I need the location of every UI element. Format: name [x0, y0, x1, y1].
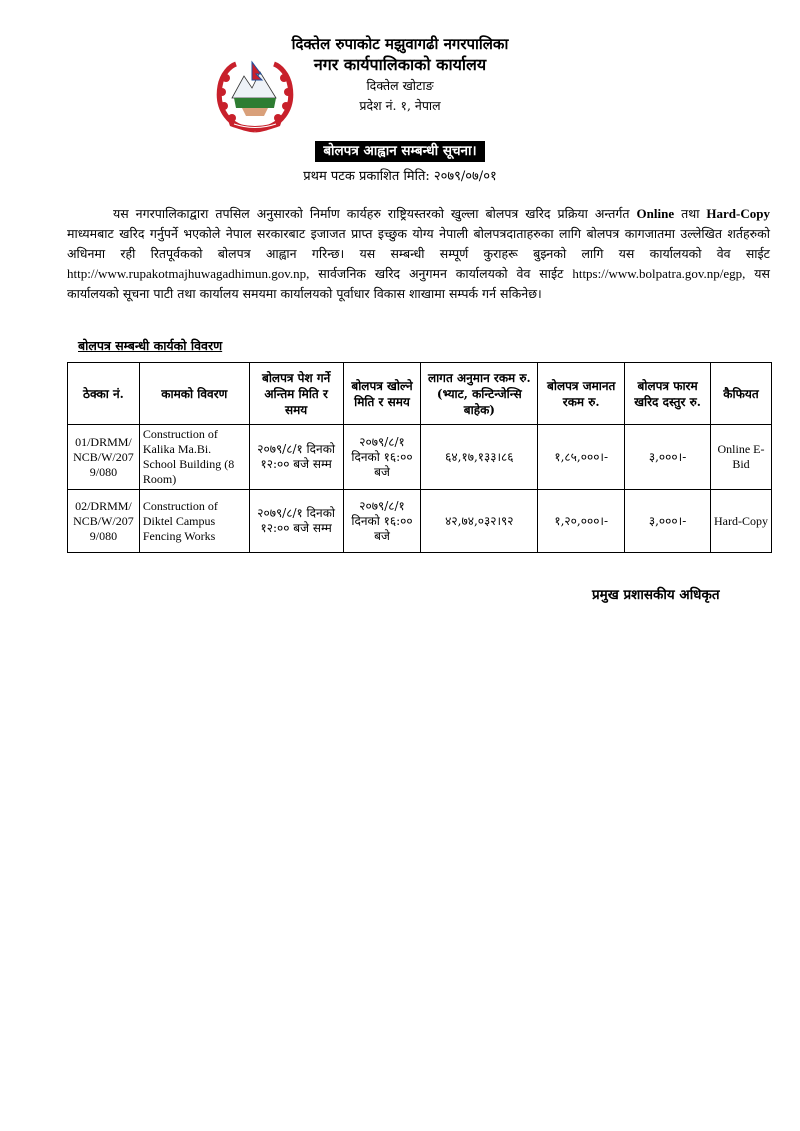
notice-title: बोलपत्र आह्वान सम्बन्धी सूचना। — [315, 141, 484, 162]
work-description: Construction of Diktel Campus Fencing Works — [139, 490, 249, 553]
bolpatra-website-link[interactable]: https://www.bolpatra.gov.np/egp, — [572, 266, 746, 281]
form-fee: ३,०००।- — [625, 425, 711, 490]
body-text-part: तथा — [681, 206, 700, 221]
form-fee: ३,०००।- — [625, 490, 711, 553]
submission-deadline: २०७९/८/१ दिनको १२:०० बजे सम्म — [249, 425, 343, 490]
col-header-contract-no: ठेक्का नं. — [68, 363, 140, 425]
body-text-part: माध्यमबाट खरिद गर्नुपर्ने भएकोले नेपाल सरकारबाट इजाजत प्राप्त इच्छुक योग्य नेपाली बोलपत्रदाताहरुका लागि बोलपत्र कागजातमा उल्लेखित शर्तहरुको अधिनमा रही रितपूर्वकको बोलपत्र आह्वान गरिन्छ। यस सम्बन्धी सम्पूर्ण कुराहरू बुझ्नको लागि यस कार्यालयको वेव साईट — [67, 226, 770, 261]
contract-no: 01/DRMM/NCB/W/2079/080 — [68, 425, 140, 490]
nepal-emblem-icon — [214, 58, 296, 134]
hardcopy-label: Hard-Copy — [706, 206, 770, 221]
letterhead — [0, 34, 800, 116]
opening-time: २०७९/८/१ दिनको १६:०० बजे — [343, 490, 421, 553]
remarks: Hard-Copy — [711, 490, 772, 553]
municipality-name: दिक्तेल रुपाकोट मझुवागढी नगरपालिका — [291, 35, 509, 53]
submission-deadline: २०७९/८/१ दिनको १२:०० बजे सम्म — [249, 490, 343, 553]
table-row — [68, 425, 772, 490]
col-header-submission: बोलपत्र पेश गर्ने अन्तिम मिति र समय — [249, 363, 343, 425]
tender-table — [67, 362, 772, 553]
body-text-part: यस कार्यालयको सूचना पाटी तथा कार्यालय समयमा कार्यालयको पूर्वाधार विकास शाखामा सम्पर्क गर्न सकिनेछ। — [67, 266, 770, 301]
col-header-opening: बोलपत्र खोल्ने मिति र समय — [343, 363, 421, 425]
bid-security: १,८५,०००।- — [538, 425, 625, 490]
work-description: Construction of Kalika Ma.Bi. School Building (8 Room) — [139, 425, 249, 490]
col-header-remarks: कैफियत — [711, 363, 772, 425]
contract-no: 02/DRMM/NCB/W/2079/080 — [68, 490, 140, 553]
signatory-title: प्रमुख प्रशासकीय अधिकृत — [592, 587, 720, 603]
col-header-estimate: लागत अनुमान रकम रु. (भ्याट, कन्टिन्जेन्सि बाहेक) — [421, 363, 538, 425]
office-name: नगर कार्यपालिकाको कार्यालय — [313, 55, 487, 74]
table-header-row — [68, 363, 772, 425]
publication-date: प्रथम पटक प्रकाशित मिति: २०७९/०७/०१ — [303, 169, 497, 184]
bid-security: १,२०,०००।- — [538, 490, 625, 553]
remarks: Online E-Bid — [711, 425, 772, 490]
cost-estimate: ४२,७४,०३२।९२ — [421, 490, 538, 553]
table-row — [68, 490, 772, 553]
col-header-security: बोलपत्र जमानत रकम रु. — [538, 363, 625, 425]
col-header-description: कामको विवरण — [139, 363, 249, 425]
notice-body — [67, 204, 770, 304]
office-location: दिक्तेल खोटाङ — [366, 78, 434, 93]
opening-time: २०७९/८/१ दिनको १६:०० बजे — [343, 425, 421, 490]
col-header-form-fee: बोलपत्र फारम खरिद दस्तुर रु. — [625, 363, 711, 425]
municipality-website-link[interactable]: http://www.rupakotmajhuwagadhimun.gov.np, — [67, 266, 310, 281]
body-text-part: सार्वजनिक खरिद अनुगमन कार्यालयको वेव साईट — [318, 266, 564, 281]
cost-estimate: ६४,१७,१३३।८६ — [421, 425, 538, 490]
section-label: बोलपत्र सम्बन्धी कार्यको विवरण — [78, 338, 223, 353]
province: प्रदेश नं. १, नेपाल — [359, 98, 441, 113]
body-text-part: यस नगरपालिकाद्वारा तपसिल अनुसारको निर्माण कार्यहरु राष्ट्रियस्तरको खुल्ला बोलपत्र खरिद प्रक्रिया अन्तर्गत — [113, 206, 630, 221]
online-label: Online — [636, 206, 675, 221]
